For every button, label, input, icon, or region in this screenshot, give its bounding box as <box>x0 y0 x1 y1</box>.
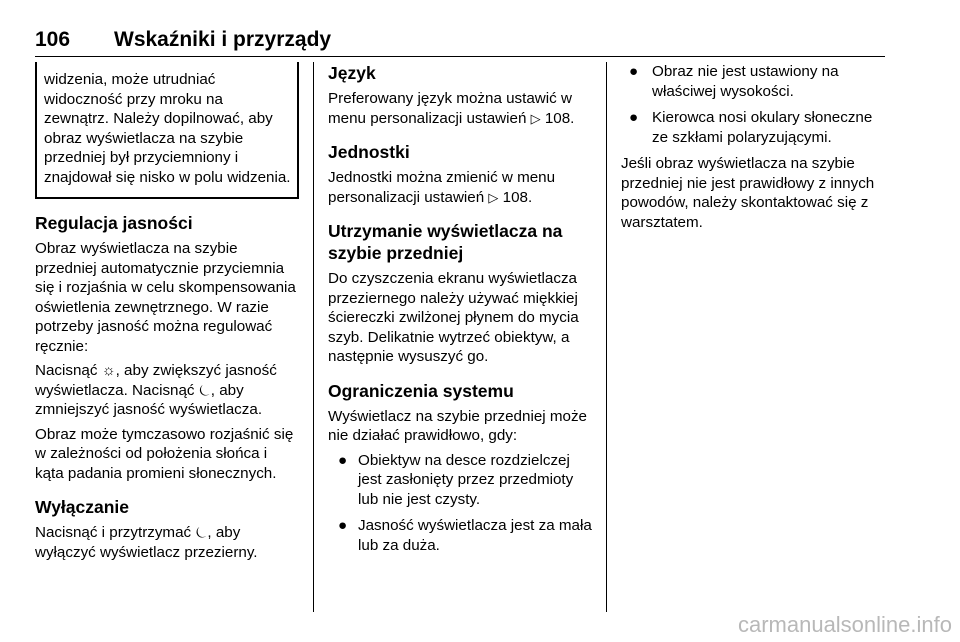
bullet-icon: ● <box>338 451 348 469</box>
page-ref-icon: ▷ <box>530 110 541 126</box>
column-2 <box>328 62 592 562</box>
list-item: ● Obraz nie jest ustawiony na właściwej wysokości. <box>629 63 839 100</box>
maintenance-paragraph: Do czyszczenia ekranu wyświetlacza przeziernego należy używać miękkiej ściereczki zwilżonej płynem do mycia szyb. Delikatnie wytrzeć obiektyw, a następnie wysuszyć go. <box>328 270 579 365</box>
page-ref-link[interactable]: 108. <box>540 109 575 127</box>
brightness-heading: Regulacja jasności <box>35 213 193 233</box>
list-item: ● Kierowca nosi okulary słoneczne ze szkłami polaryzującymi. <box>629 109 873 146</box>
list-item: ● Obiektyw na desce rozdzielczej jest zasłonięty przez przedmioty lub nie jest czysty. <box>338 451 574 508</box>
limits-heading: Ograniczenia systemu <box>328 380 514 401</box>
moon-icon: ⏾ <box>195 524 208 541</box>
bullet-icon: ● <box>629 109 639 126</box>
limits-list <box>328 451 592 556</box>
page-number: 106 <box>35 28 71 51</box>
watermark: carmanualsonline.info <box>737 612 952 637</box>
column-divider-2 <box>606 62 607 612</box>
units-paragraph: Jednostki można zmienić w menu personalizacji ustawień ▷ 108. <box>328 169 556 206</box>
column-3 <box>621 62 889 237</box>
page-ref-icon: ▷ <box>488 189 499 205</box>
limits-list-continued <box>621 62 889 147</box>
off-paragraph: Nacisnąć i przytrzymać ⏾, aby wyłączyć wyświetlacz przezierny. <box>35 524 258 561</box>
closing-paragraph: Jeśli obraz wyświetlacza na szybie przedniej nie jest prawidłowy z innych powodów, należy skontaktować się z warsztatem. <box>621 155 875 231</box>
column-1 <box>35 62 299 567</box>
maintenance-heading: Utrzymanie wyświetlacza na szybie przedniej <box>328 221 563 263</box>
page-ref-link[interactable]: 108. <box>498 188 533 206</box>
note-box <box>35 62 299 199</box>
off-heading: Wyłączanie <box>35 497 130 517</box>
brightness-paragraph-2: Nacisnąć ☼, aby zwiększyć jasność wyświetlacza. Nacisnąć ⏾, aby zmniejszyć jasność wyświetlacza. <box>35 362 277 418</box>
page-header <box>35 28 885 58</box>
language-heading: Język <box>328 63 376 83</box>
note-text: widzenia, może utrudniać widoczność przy mroku na zewnątrz. Należy dopilnować, aby obraz wyświetlacza na szybie przedniej był przyciemniony i znajdował się nisko w polu widzenia. <box>44 71 291 186</box>
units-heading: Jednostki <box>328 142 410 162</box>
sun-icon: ☼ <box>101 362 116 379</box>
limits-intro: Wyświetlacz na szybie przedniej może nie działać prawidłowo, gdy: <box>328 407 587 444</box>
bullet-icon: ● <box>629 63 639 80</box>
brightness-paragraph-3: Obraz może tymczasowo rozjaśnić się w zależności od położenia słońca i kąta padania promieni słonecznych. <box>35 425 294 482</box>
language-paragraph: Preferowany język można ustawić w menu personalizacji ustawień ▷ 108. <box>328 90 575 127</box>
header-rule <box>35 56 885 57</box>
page-title: Wskaźniki i przyrządy <box>114 28 332 51</box>
list-item: ● Jasność wyświetlacza jest za mała lub za duża. <box>338 517 592 554</box>
brightness-paragraph-1: Obraz wyświetlacza na szybie przedniej automatycznie przyciemnia się i rozjaśnia w celu skompensowania oświetlenia zewnętrznego. W razie potrzeby jasność można regulować ręcznie: <box>35 240 296 355</box>
column-divider-1 <box>313 62 314 612</box>
bullet-icon: ● <box>338 517 348 534</box>
moon-icon: ⏾ <box>198 381 211 399</box>
